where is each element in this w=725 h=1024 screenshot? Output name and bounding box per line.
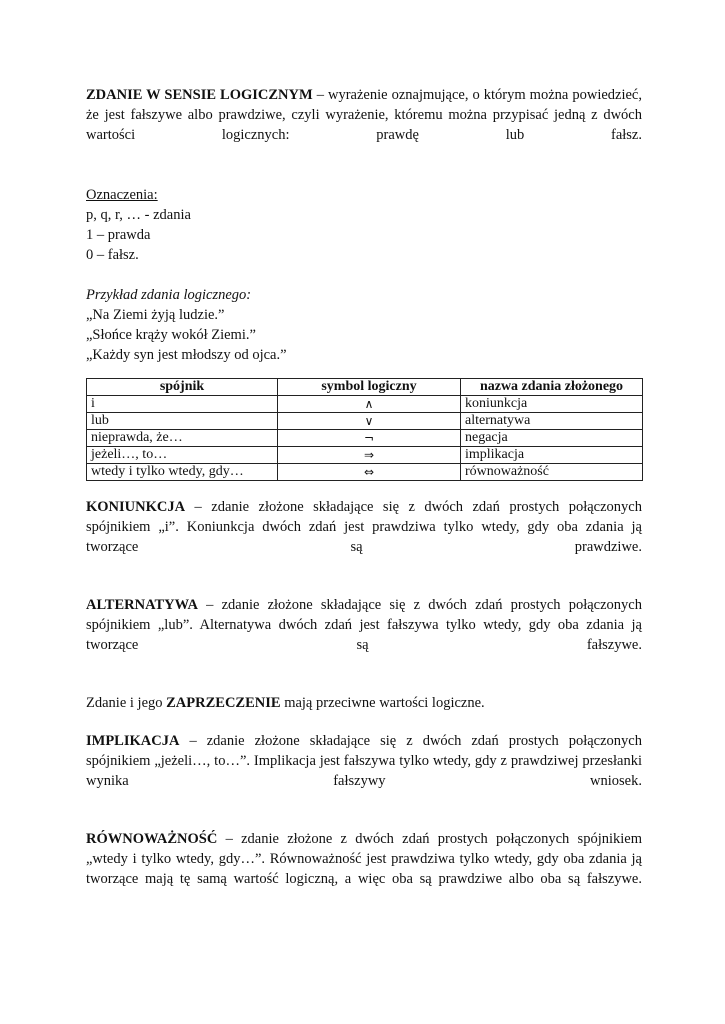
table-row [87, 413, 643, 430]
example-line: „Każdy syn jest młodszy od ojca.” [86, 347, 287, 363]
connective-cell: jeżeli…, to… [87, 447, 278, 464]
example-line: „Słońce krąży wokół Ziemi.” [86, 327, 256, 343]
rownowaznosc-paragraph [86, 829, 642, 909]
name-cell: negacja [461, 430, 643, 447]
connective-cell: wtedy i tylko wtedy, gdy… [87, 464, 278, 481]
symbol-cell: ∧ [278, 396, 461, 413]
konjunkcja-term: KONIUNKCJA [86, 499, 186, 515]
name-cell: implikacja [461, 447, 643, 464]
implikacja-text: – zdanie złożone składające się z dwóch zdań prostych połączonych spójnikiem „jeżeli…, to…”. Implikacja jest fałszywa tylko wtedy, gdy z prawdziwej przesłanki wynika fałszywy wniosek. [86, 733, 642, 789]
column-header-symbol: symbol logiczny [278, 379, 461, 396]
definition-text: – wyrażenie oznajmujące, o którym można powiedzieć, że jest fałszywe albo prawdziwe, czyli wyrażenie, któremu można przypisać jedną z dwóch wartości logicznych: prawdę lub fałsz. [86, 87, 642, 143]
document-content [86, 85, 642, 927]
symbol-cell: ¬ [278, 430, 461, 447]
rownowaznosc-text: – zdanie złożone z dwóch zdań prostych połączonych spójnikiem „wtedy i tylko wtedy, gdy…”. Równoważność jest prawdziwa tylko wtedy, gdy oba zdania ją tworzące mają tę samą wartość logiczną, a więc oba są prawdziwe albo oba są fałszywe. [86, 831, 642, 887]
notation-line: p, q, r, … - zdania [86, 207, 191, 223]
implikacja-paragraph [86, 731, 642, 811]
table-header-row [87, 379, 643, 396]
symbol-cell: ⇔ [278, 464, 461, 481]
column-header-name: nazwa zdania złożonego [461, 379, 643, 396]
zaprzeczenie-before: Zdanie i jego [86, 695, 167, 711]
connectives-table [86, 378, 643, 481]
connective-cell: lub [87, 413, 278, 430]
zaprzeczenie-term: ZAPRZECZENIE [166, 695, 281, 711]
table-row [87, 430, 643, 447]
name-cell: koniunkcja [461, 396, 643, 413]
implikacja-term: IMPLIKACJA [86, 733, 180, 749]
rownowaznosc-term: RÓWNOWAŻNOŚĆ [86, 831, 218, 847]
zaprzeczenie-paragraph [86, 693, 642, 713]
zaprzeczenie-after: mają przeciwne wartości logiczne. [280, 695, 485, 711]
alternatywa-term: ALTERNATYWA [86, 597, 198, 613]
spacer [86, 265, 642, 285]
name-cell: równoważność [461, 464, 643, 481]
definition-term: ZDANIE W SENSIE LOGICZNYM [86, 87, 313, 103]
connective-cell: nieprawda, że… [87, 430, 278, 447]
table-row [87, 396, 643, 413]
table-row [87, 447, 643, 464]
symbol-cell: ⇒ [278, 447, 461, 464]
alternatywa-text: – zdanie złożone składające się z dwóch zdań prostych połączonych spójnikiem „lub”. Alternatywa dwóch zdań jest fałszywa tylko wtedy, gdy oba zdania ją tworzące są fałszywe. [86, 597, 642, 653]
konjunkcja-text: – zdanie złożone składające się z dwóch zdań prostych połączonych spójnikiem „i”. Koniunkcja dwóch zdań jest prawdziwa tylko wtedy, gdy oba zdania ją tworzące są prawdziwe. [86, 499, 642, 555]
notation-line: 1 – prawda [86, 227, 151, 243]
table-row [87, 464, 643, 481]
alternatywa-paragraph [86, 595, 642, 675]
symbol-cell: ∨ [278, 413, 461, 430]
example-line: „Na Ziemi żyją ludzie.” [86, 307, 225, 323]
column-header-connective: spójnik [87, 379, 278, 396]
definition-paragraph [86, 85, 642, 165]
notation-heading: Oznaczenia: [86, 187, 158, 203]
konjunkcja-paragraph [86, 497, 642, 577]
spacer [86, 165, 642, 185]
connective-cell: i [87, 396, 278, 413]
notation-line: 0 – fałsz. [86, 247, 139, 263]
name-cell: alternatywa [461, 413, 643, 430]
examples-heading: Przykład zdania logicznego: [86, 287, 252, 303]
